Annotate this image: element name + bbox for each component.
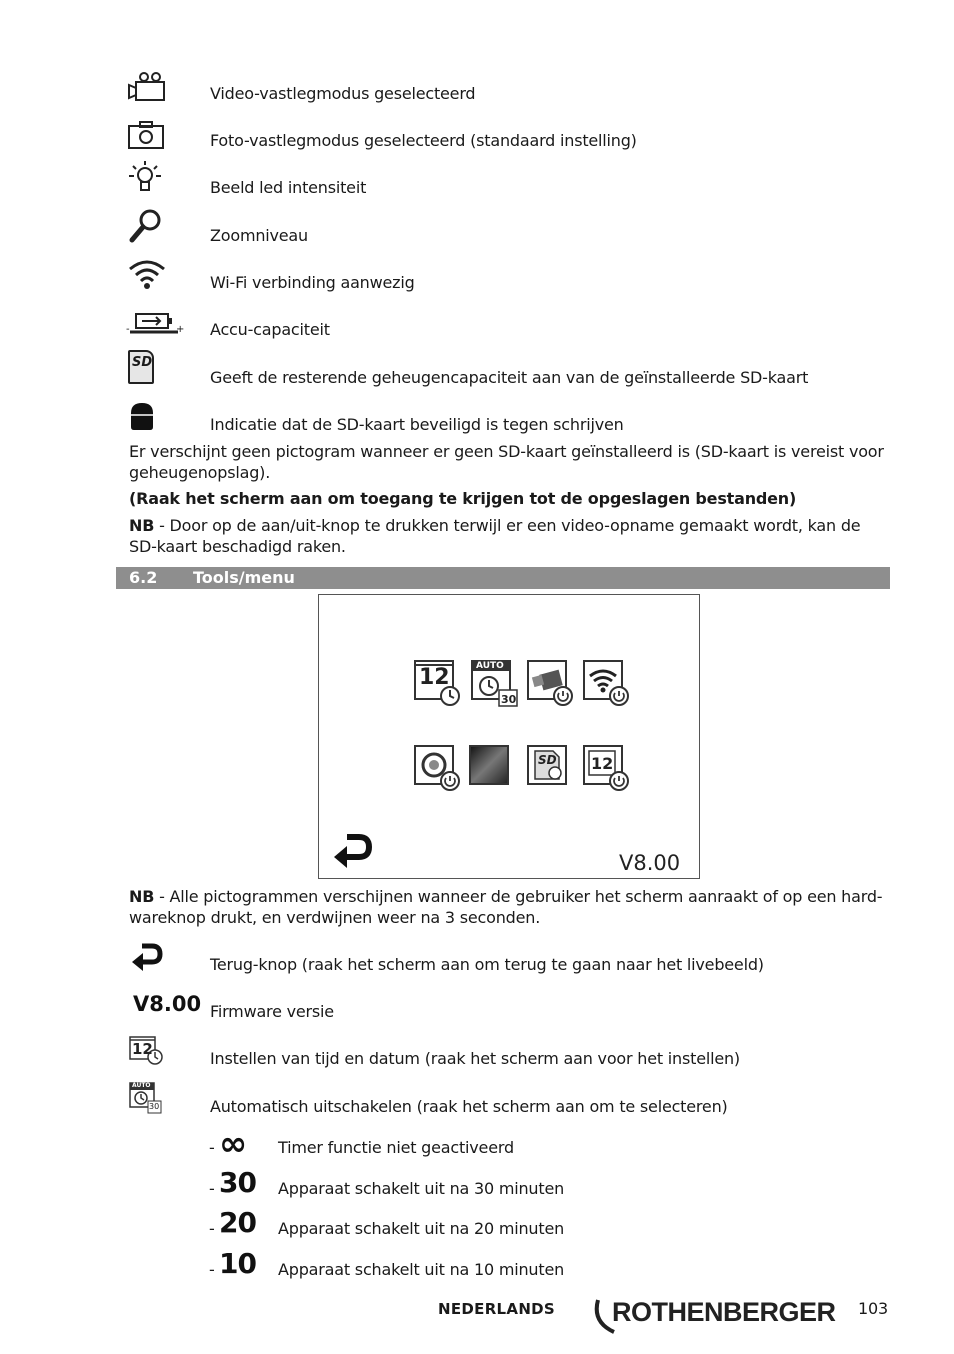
timer-option-text: Timer functie niet geactiveerd — [278, 1138, 514, 1157]
screen-date-time-tile[interactable] — [414, 660, 454, 700]
firmware-version-icon: V8.00 — [133, 992, 202, 1016]
infinity-icon: ∞ — [219, 1124, 247, 1164]
screen-rotate-tile[interactable] — [414, 745, 454, 785]
screen-back-arrow-icon[interactable] — [331, 831, 373, 871]
legend-battery-text: Accu-capaciteit — [210, 320, 330, 339]
video-camera-icon — [128, 70, 166, 102]
nb-note-2 — [129, 886, 884, 928]
legend-auto-off-text: Automatisch uitschakelen (raak het scherm aan om te selecteren) — [210, 1097, 728, 1116]
clock-date-icon: 12 — [129, 1036, 165, 1066]
legend-photo-text: Foto-vastlegmodus geselecteerd (standaard instelling) — [210, 131, 637, 150]
photo-camera-icon — [128, 120, 164, 150]
screen-led-tile[interactable] — [527, 660, 567, 700]
timer-option-dash: - — [209, 1138, 215, 1157]
sd-card-icon: SD — [128, 350, 154, 384]
touch-screen-note: (Raak het scherm aan om toegang te krijgen tot de opgeslagen bestanden) — [129, 489, 797, 508]
nb-note-2-text: - Alle pictogrammen verschijnen wanneer de gebruiker het scherm aanraakt of op een hard-wareknop drukt, en verdwijnen weer na 3 seconden. — [129, 887, 883, 927]
lock-icon — [128, 401, 156, 431]
screen-brightness-tile[interactable] — [469, 745, 509, 785]
legend-video-text: Video-vastlegmodus geselecteerd — [210, 84, 476, 103]
nb-label-2: NB — [129, 887, 155, 906]
timer-option-text: Apparaat schakelt uit na 10 minuten — [278, 1260, 565, 1279]
battery-plus-sign: + — [176, 324, 185, 335]
legend-led-text: Beeld led intensiteit — [210, 178, 367, 197]
nb-note-1 — [129, 515, 884, 557]
no-sd-paragraph: Er verschijnt geen pictogram wanneer er geen SD-kaart geïnstalleerd is (SD-kaart is vereist voor geheugenopslag). — [129, 442, 884, 482]
magnifier-icon — [128, 208, 164, 244]
screen-date-number: 12 — [419, 665, 450, 690]
timer-10-icon: 10 — [219, 1247, 256, 1280]
battery-icon — [126, 310, 186, 338]
legend-zoom-text: Zoomniveau — [210, 226, 308, 245]
screen-version-label: V8.00 — [619, 851, 681, 875]
footer-language: NEDERLANDS — [438, 1300, 556, 1318]
device-screen-mockup — [318, 594, 700, 879]
screen-auto-label: AUTO — [476, 661, 504, 671]
nb-note-1-text: - Door op de aan/uit-knop te drukken terwijl er een video-opname gemaakt wordt, kan de SD-kaart beschadigd raken. — [129, 516, 861, 556]
timer-20-icon: 20 — [219, 1206, 256, 1239]
screen-date-format-number: 12 — [591, 754, 614, 773]
brand-logo: ROTHENBERGER — [612, 1297, 836, 1327]
legend-wifi-text: Wi-Fi verbinding aanwezig — [210, 273, 415, 292]
legend-sd-text: Geeft de resterende geheugencapaciteit aan van de geïnstalleerde SD-kaart — [210, 368, 809, 387]
section-number: 6.2 — [129, 568, 158, 587]
screen-auto-off-tile[interactable] — [471, 660, 517, 706]
nb-label: NB — [129, 516, 155, 535]
screen-wifi-tile[interactable] — [583, 660, 623, 700]
light-bulb-icon — [128, 160, 162, 196]
section-title: Tools/menu — [193, 568, 295, 587]
timer-option-dash: - — [209, 1219, 215, 1238]
legend-clock-text: Instellen van tijd en datum (raak het scherm aan voor het instellen) — [210, 1049, 740, 1068]
auto-off-icon: AUTO 30 — [132, 1082, 160, 1111]
screen-sd-label: SD — [538, 753, 557, 767]
legend-lock-text: Indicatie dat de SD-kaart beveiligd is tegen schrijven — [210, 415, 624, 434]
screen-sd-format-tile[interactable] — [527, 745, 567, 785]
legend-back-text: Terug-knop (raak het scherm aan om terug te gaan naar het livebeeld) — [210, 955, 764, 974]
timer-30-icon: 30 — [219, 1166, 256, 1199]
legend-firmware-text: Firmware versie — [210, 1002, 334, 1021]
wifi-icon — [128, 258, 166, 290]
battery-minus-sign: - — [126, 324, 130, 335]
screen-auto-number: 30 — [501, 693, 517, 706]
timer-option-dash: - — [209, 1260, 215, 1279]
section-heading-bar — [116, 567, 890, 589]
screen-date-format-tile[interactable] — [583, 745, 623, 785]
timer-option-text: Apparaat schakelt uit na 20 minuten — [278, 1219, 565, 1238]
timer-option-dash: - — [209, 1179, 215, 1198]
timer-option-text: Apparaat schakelt uit na 30 minuten — [278, 1179, 565, 1198]
back-arrow-icon — [130, 942, 164, 972]
page-number: 103 — [858, 1299, 888, 1318]
